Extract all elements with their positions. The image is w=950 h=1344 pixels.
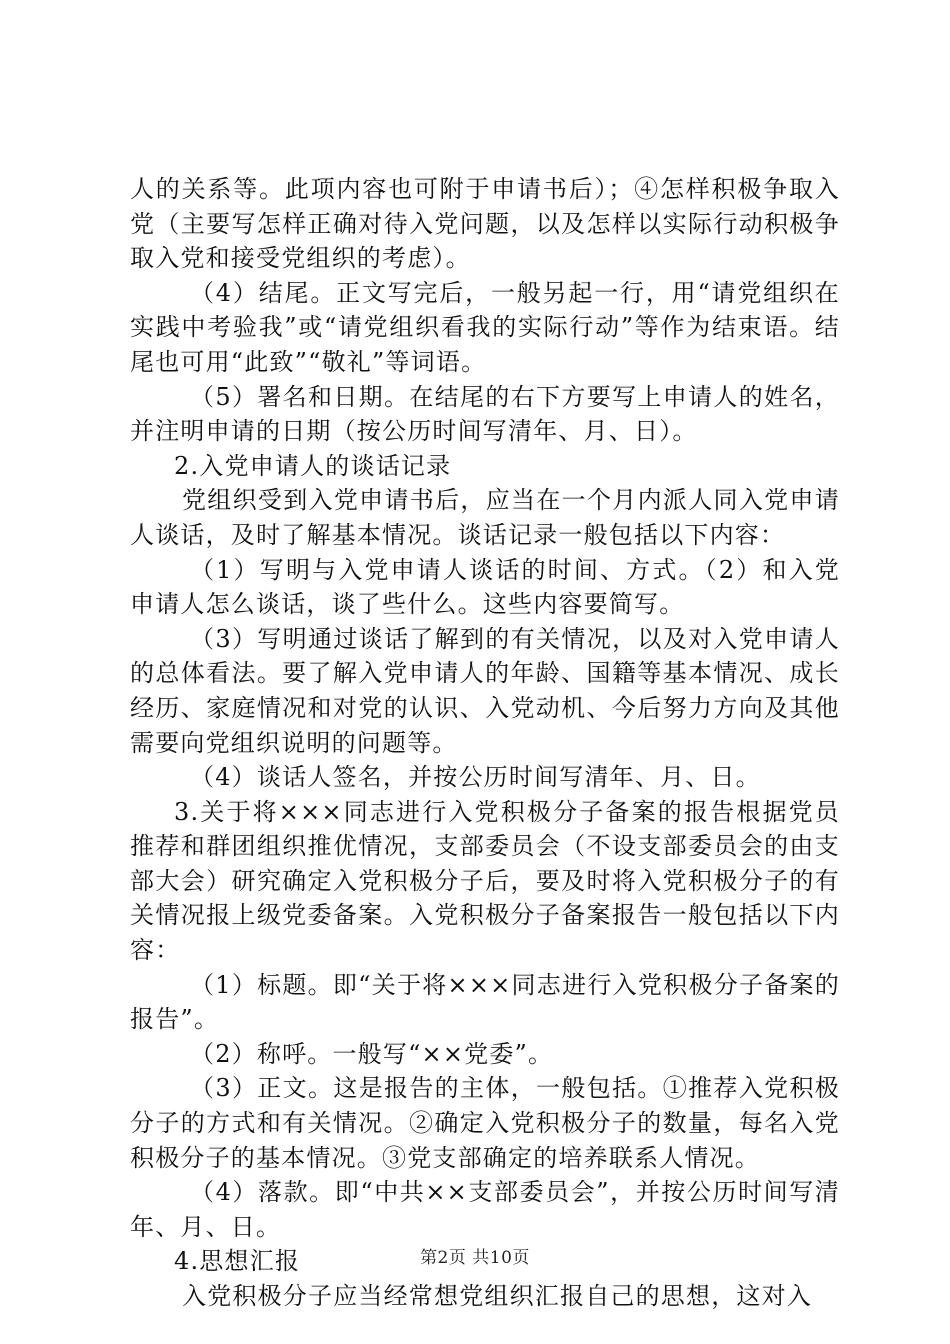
paragraph-continuation: 人的关系等。此项内容也可附于申请书后）；④怎样积极争取入党（主要写怎样正确对待入党问题，以及怎样以实际行动积极争取入党和接受党组织的考虑）。 [130, 175, 840, 273]
paragraph-interview-item-1-2: （1）写明与入党申请人谈话的时间、方式。（2）和入党申请人怎么谈话，谈了些什么。这些内容要简写。 [130, 555, 840, 619]
paragraph-report-signoff: （4）落款。即“中共××支部委员会”，并按公历时间写清年、月、日。 [130, 1178, 840, 1241]
paragraph-signature-date: （5）署名和日期。在结尾的右下方要写上申请人的姓名，并注明申请的日期（按公历时间写清年、月、日）。 [130, 382, 840, 446]
section-heading-activist-report: 3.关于将×××同志进行入党积极分子备案的报告根据党员推荐和群团组织推优情况，支部委员会（不设支部委员会的由支部大会）研究确定入党积极分子后，要及时将入党积极分子的有关情况报上级党委备案。入党积极分子备案报告一般包括以下内容： [130, 797, 840, 965]
paragraph-ending: （4）结尾。正文写完后，一般另起一行，用“请党组织在实践中考验我”或“请党组织看我的实际行动”等作为结束语。结尾也可用“此致”“敬礼”等词语。 [130, 278, 840, 376]
section-heading-interview-record: 2.入党申请人的谈话记录 [174, 451, 452, 480]
paragraph-report-title: （1）标题。即“关于将×××同志进行入党积极分子备案的报告”。 [130, 970, 840, 1034]
paragraph-interview-item-4: （4）谈话人签名，并按公历时间写清年、月、日。 [190, 763, 761, 792]
paragraph-report-salutation: （2）称呼。一般写“××党委”。 [190, 1039, 554, 1068]
paragraph-interview-intro: 党组织受到入党申请书后，应当在一个月内派人同入党申请人谈话，及时了解基本情况。谈话记录一般包括以下内容： [130, 486, 840, 549]
paragraph-thought-report-intro: 入党积极分子应当经常想党组织汇报自己的思想，这对入 [182, 1282, 812, 1310]
paragraph-report-body: （3）正文。这是报告的主体，一般包括。①推荐入党积极分子的方式和有关情况。②确定入党积极分子的数量，每名入党积极分子的基本情况。③党支部确定的培养联系人情况。 [130, 1074, 840, 1172]
section-heading-thought-report: 4.思想汇报 [174, 1247, 301, 1276]
document-body [130, 172, 840, 1314]
page-number-footer: 第2页 共10页 [420, 1248, 530, 1268]
paragraph-interview-item-3: （3）写明通过谈话了解到的有关情况，以及对入党申请人的总体看法。要了解入党申请人的年龄、国籍等基本情况、成长经历、家庭情况和对党的认识、入党动机、今后努力方向及其他需要向党组织说明的问题等。 [130, 624, 840, 757]
